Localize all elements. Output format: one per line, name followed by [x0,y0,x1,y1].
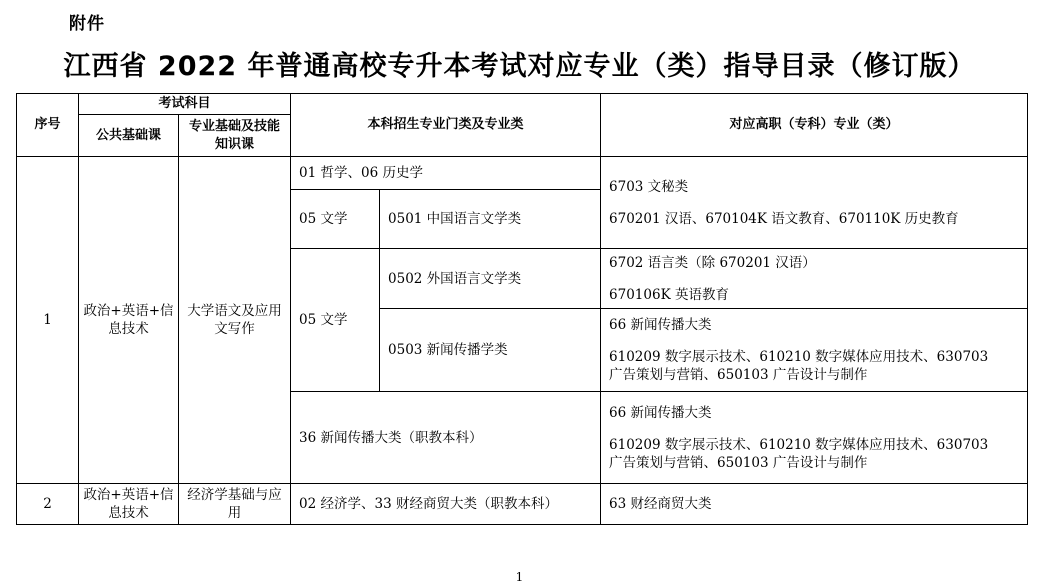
row1-sub-chinese-literature: 0501 中国语言文学类 [380,190,601,249]
voc-line: 670201 汉语、670104K 语文教育、670110K 历史教育 [609,210,959,227]
row1-major-philosophy-history: 01 哲学、06 历史学 [291,157,601,190]
row1-sub-foreign-literature: 0502 外国语言文学类 [380,249,601,309]
header-undergrad-major: 本科招生专业门类及专业类 [291,94,601,157]
row1-sub-journalism: 0503 新闻传播学类 [380,309,601,392]
row1-voc-journalism-2 [601,392,1028,484]
voc-line: 610209 数字展示技术、610210 数字媒体应用技术、630703 [609,436,989,453]
row2-voc-finance: 63 财经商贸大类 [601,484,1028,525]
header-professional-course: 专业基础及技能知识课 [179,115,291,157]
page-title: 江西省 2022 年普通高校专升本考试对应专业（类）指导目录（修订版） [63,51,976,82]
voc-line: 610209 数字展示技术、610210 数字媒体应用技术、630703 [609,349,989,365]
row2-seq: 2 [17,484,79,525]
row1-voc-literature [601,157,1028,249]
header-vocational-major: 对应高职（专科）专业（类） [601,94,1028,157]
header-seq: 序号 [17,94,79,157]
header-public-course: 公共基础课 [79,115,179,157]
voc-line: 66 新闻传播大类 [609,317,712,333]
major-catalog-table [16,93,1028,525]
row1-voc-language [601,249,1028,309]
row2-professional-course: 经济学基础与应用 [179,484,291,525]
row2-major-economics: 02 经济学、33 财经商贸大类（职教本科） [291,484,601,525]
row1-major-journalism-vocational: 36 新闻传播大类（职教本科） [291,392,601,484]
row1-major-literature-2: 05 文学 [291,249,380,392]
voc-line: 广告策划与营销、650103 广告设计与制作 [609,367,868,383]
attachment-label: 附件 [69,14,105,34]
row1-public-course: 政治+英语+信息技术 [79,157,179,484]
row2-public-course: 政治+英语+信息技术 [79,484,179,525]
voc-line: 6702 语言类（除 670201 汉语） [609,254,816,271]
voc-line: 670106K 英语教育 [609,286,729,303]
row1-professional-course: 大学语文及应用文写作 [179,157,291,484]
row1-seq: 1 [17,157,79,484]
voc-line: 6703 文秘类 [609,178,689,195]
header-exam-subjects: 考试科目 [79,94,291,115]
row1-voc-journalism [601,309,1028,392]
row1-major-literature: 05 文学 [291,190,380,249]
voc-line: 广告策划与营销、650103 广告设计与制作 [609,454,868,471]
voc-line: 66 新闻传播大类 [609,404,712,421]
page-number: 1 [515,570,524,584]
